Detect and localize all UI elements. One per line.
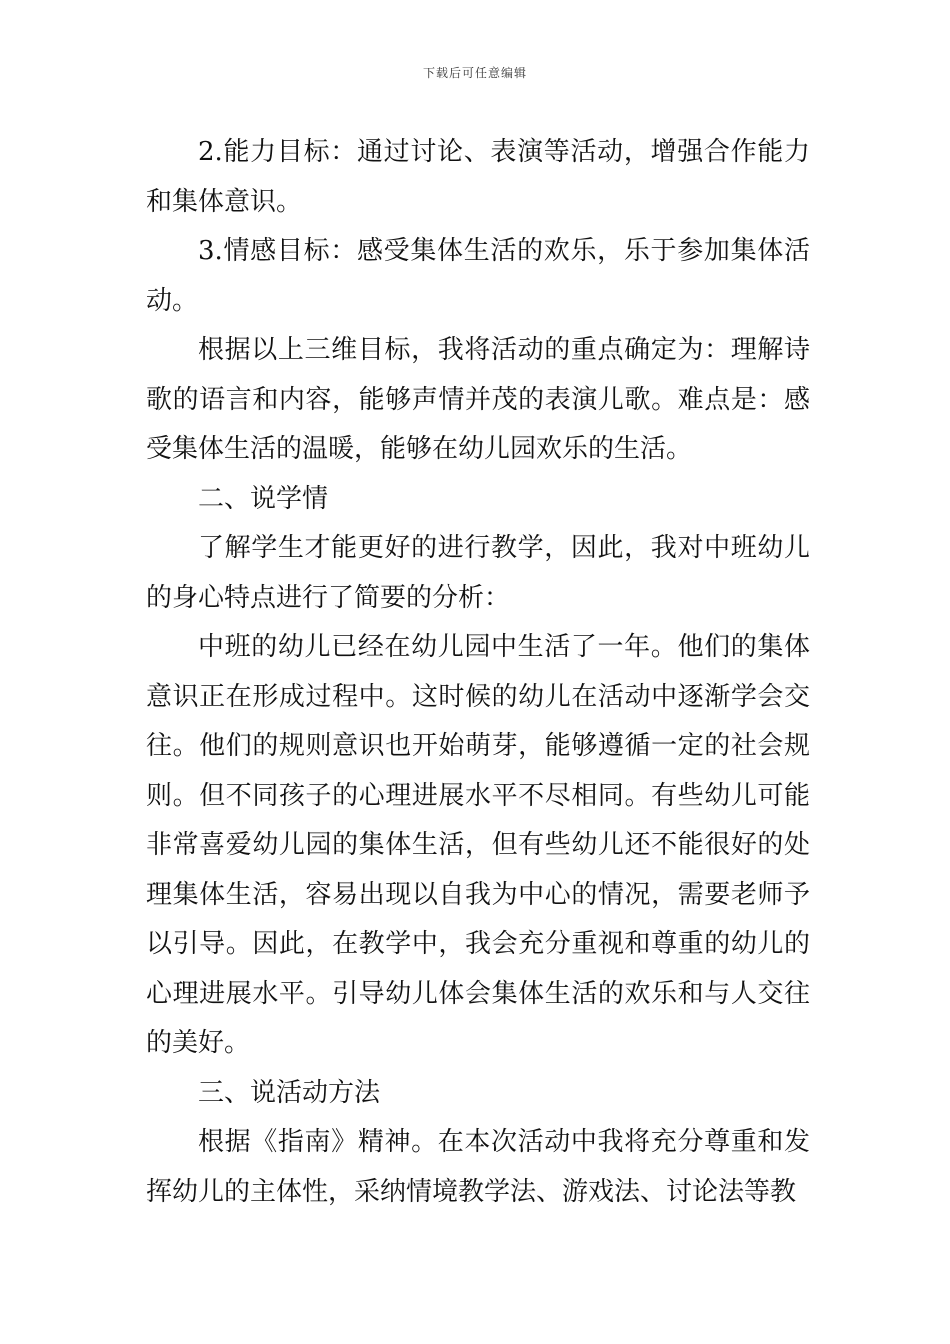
paragraph-activity-methods: 根据《指南》精神。在本次活动中我将充分尊重和发挥幼儿的主体性，采纳情境教学法、游戏法、讨论法等教 <box>146 1127 810 1207</box>
paragraph-key-points: 根据以上三维目标，我将活动的重点确定为：理解诗歌的语言和内容，能够声情并茂的表演儿歌。难点是：感受集体生活的温暖，能够在幼儿园欢乐的生活。 <box>146 335 810 464</box>
paragraph-emotion-goal: 3.情感目标：感受集体生活的欢乐，乐于参加集体活动。 <box>146 236 810 316</box>
paragraph-ability-goal: 2.能力目标：通过讨论、表演等活动，增强合作能力和集体意识。 <box>146 137 810 217</box>
section-heading-activity-methods: 三、说活动方法 <box>198 1077 381 1108</box>
paragraph-learning-intro: 了解学生才能更好的进行教学，因此，我对中班幼儿的身心特点进行了简要的分析： <box>146 533 810 613</box>
paragraph-learning-analysis: 中班的幼儿已经在幼儿园中生活了一年。他们的集体意识正在形成过程中。这时候的幼儿在活动中逐渐学会交往。他们的规则意识也开始萌芽，能够遵循一定的社会规则。但不同孩子的心理进展水平不尽相同。有些幼儿可能非常喜爱幼儿园的集体生活，但有些幼儿还不能很好的处理集体生活，容易出现以自我为中心的情况，需要老师予以引导。因此，在教学中，我会充分重视和尊重的幼儿的心理进展水平。引导幼儿体会集体生活的欢乐和与人交往的美好。 <box>146 632 810 1058</box>
section-heading-learning-situation: 二、说学情 <box>198 483 329 514</box>
document-body <box>146 128 810 1217</box>
page-header: 下载后可任意编辑 <box>422 66 527 80</box>
